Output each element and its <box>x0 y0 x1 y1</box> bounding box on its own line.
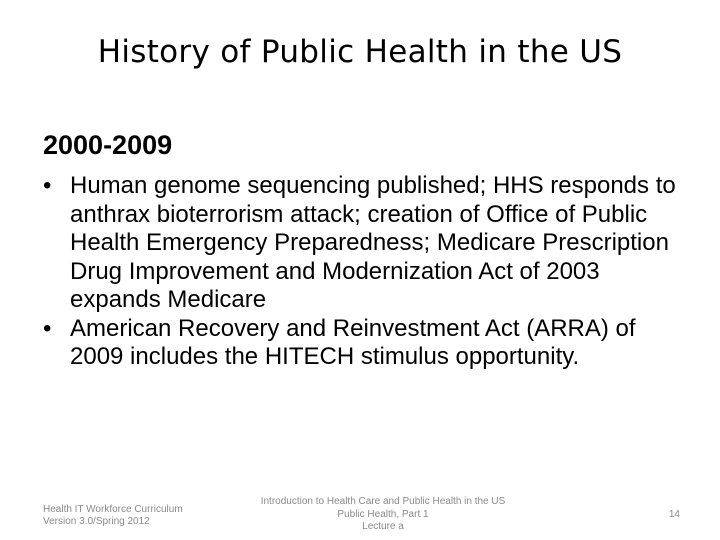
footer-lecture-info <box>240 496 526 534</box>
slide-title: History of Public Health in the US <box>97 34 623 70</box>
footer-curriculum: Health IT Workforce Curriculum <box>43 504 183 515</box>
bullet-item <box>43 172 683 315</box>
footer-course-title: Introduction to Health Care and Public Health in the US <box>260 496 506 507</box>
bullet-list <box>43 172 683 372</box>
footer-course-info <box>43 504 183 528</box>
page-number: 14 <box>668 509 680 520</box>
footer-lecture: Lecture a <box>362 521 404 532</box>
footer-version: Version 3.0/Spring 2012 <box>43 516 150 527</box>
bullet-text: Human genome sequencing published; HHS responds to anthrax bioterrorism attack; creation of Office of Public Health Emergency Preparedness; Medicare Prescription Drug Improvement and Modernization Act of 2003 expands Medicare <box>70 172 676 313</box>
bullet-item <box>43 315 683 372</box>
bullet-icon: • <box>43 314 52 342</box>
bullet-icon: • <box>43 172 52 199</box>
slide-subtitle: 2000-2009 <box>43 130 173 160</box>
footer-unit: Public Health, Part 1 <box>337 508 429 520</box>
bullet-text: American Recovery and Reinvestment Act (ARRA) of 2009 includes the HITECH stimulus opportunity. <box>70 314 636 370</box>
